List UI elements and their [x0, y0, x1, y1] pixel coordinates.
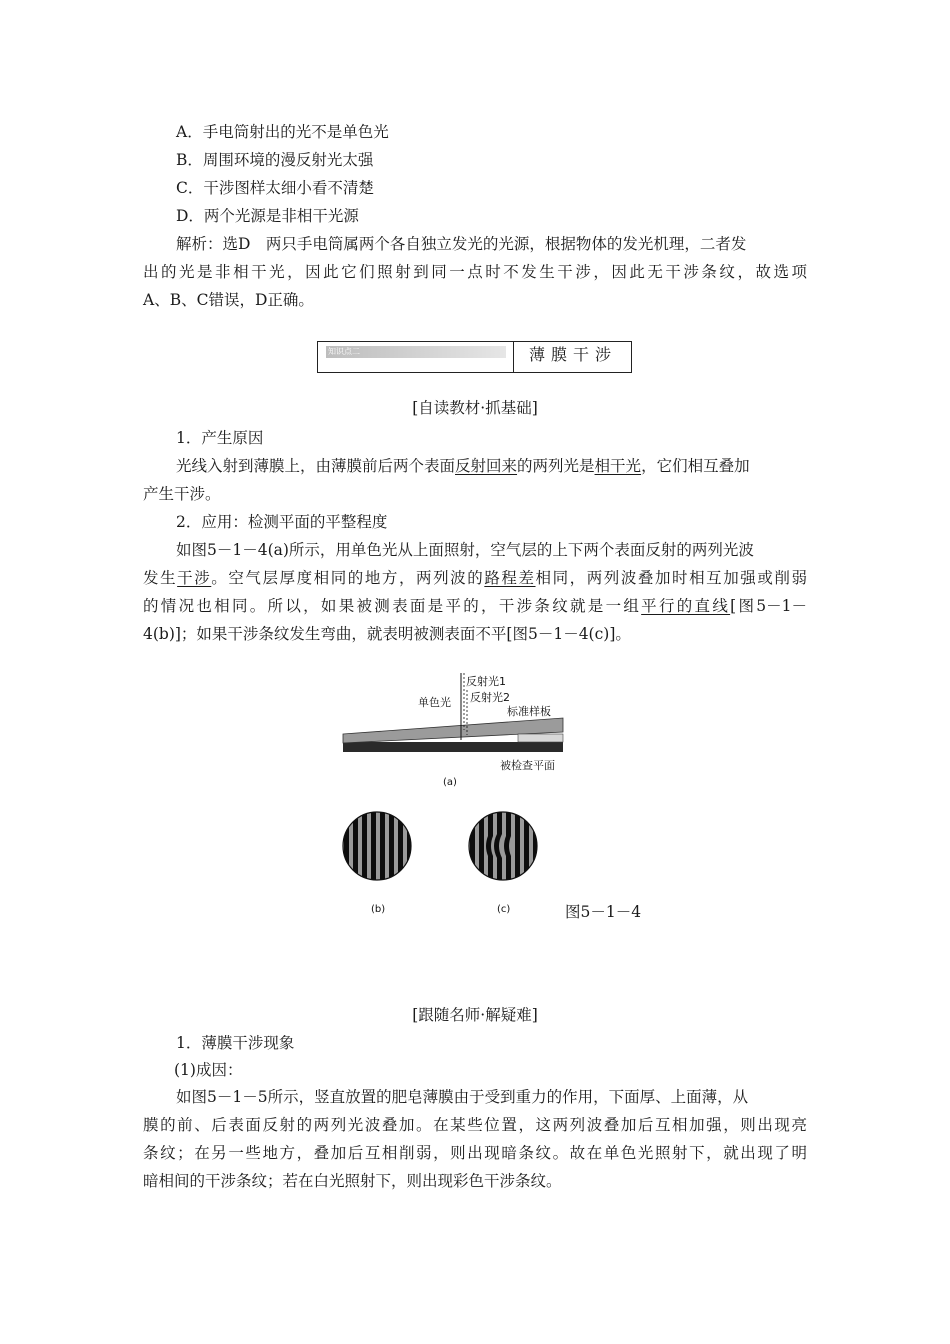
wedge-spacer	[518, 734, 563, 742]
section-header-self-study: [自读教材·抓基础]	[412, 399, 538, 417]
section-2-paragraph-line-3: 条纹；在另一些地方，叠加后互相削弱，则出现暗条纹。故在单色光照射下，就出现了明	[143, 1144, 807, 1162]
section-header-teacher: [跟随名师·解疑难]	[412, 1006, 538, 1024]
analysis-line-2: 出的光是非相干光，因此它们照射到同一点时不发生干涉，因此无干涉条纹，故选项	[143, 263, 807, 281]
label-c: (c)	[497, 904, 511, 915]
section-2-title: 1．薄膜干涉现象	[176, 1034, 295, 1052]
analysis-line-1: 解析：选D 两只手电筒属两个各自独立发光的光源，根据物体的发光机理，二者发	[176, 235, 747, 253]
underline-path-difference: 路程差	[484, 569, 536, 587]
label-reflected-light-2: 反射光2	[470, 691, 510, 704]
item-1-title: 1．产生原因	[176, 429, 264, 447]
section-2-subtitle: (1)成因：	[174, 1061, 243, 1079]
item-2-paragraph-line-4: 4(b)]；如果干涉条纹发生弯曲，就表明被测表面不平[图5－1－4(c)]。	[143, 625, 631, 643]
label-standard-sample: 标准样板	[507, 705, 551, 718]
underline-parallel-lines: 平行的直线	[641, 597, 731, 615]
item-2-title: 2．应用：检测平面的平整程度	[176, 513, 388, 531]
label-b: (b)	[371, 904, 386, 915]
item-1-paragraph-line-1: 光线入射到薄膜上，由薄膜前后两个表面反射回来的两列光是相干光，它们相互叠加	[176, 457, 750, 475]
knowledge-point-tag: 知识点二	[326, 346, 506, 358]
item-2-paragraph-line-1: 如图5－1－4(a)所示，用单色光从上面照射，空气层的上下两个表面反射的两列光波	[176, 541, 754, 559]
underline-interference: 干涉	[177, 569, 212, 587]
analysis-line-3: A、B、C错误，D正确。	[143, 291, 314, 309]
label-reflected-light-1: 反射光1	[466, 675, 506, 688]
section-2-paragraph-line-1: 如图5－1－5所示，竖直放置的肥皂薄膜由于受到重力的作用，下面厚、上面薄，从	[176, 1088, 749, 1106]
underline-coherent-light: 相干光	[594, 457, 642, 475]
option-b: B．周围环境的漫反射光太强	[176, 151, 374, 169]
option-c: C．干涉图样太细小看不清楚	[176, 179, 374, 197]
label-a: (a)	[443, 777, 457, 788]
label-monochromatic-light: 单色光	[418, 696, 451, 709]
knowledge-point-box	[317, 341, 632, 373]
knowledge-point-title: 薄膜干涉	[528, 345, 617, 364]
figure-5-1-4	[330, 668, 660, 926]
option-a: A．手电筒射出的光不是单色光	[176, 123, 389, 141]
underline-reflect-back: 反射回来	[455, 457, 518, 475]
item-2-paragraph-line-3: 的情况也相同。所以，如果被测表面是平的，干涉条纹就是一组平行的直线[图5－1－	[143, 597, 807, 615]
label-inspected-plane: 被检查平面	[500, 759, 555, 772]
fringes-bent	[465, 808, 545, 888]
figure-caption: 图5－1－4	[565, 903, 642, 921]
item-1-paragraph-line-2: 产生干涉。	[143, 485, 221, 503]
section-2-paragraph-line-4: 暗相间的干涉条纹；若在白光照射下，则出现彩色干涉条纹。	[143, 1172, 562, 1190]
option-d: D．两个光源是非相干光源	[176, 207, 359, 225]
fringes-straight	[340, 808, 420, 888]
inspected-plane-block	[343, 742, 563, 752]
item-2-paragraph-line-2: 发生干涉。空气层厚度相同的地方，两列波的路程差相同，两列波叠加时相互加强或削弱	[143, 569, 807, 587]
section-2-paragraph-line-2: 膜的前、后表面反射的两列光波叠加。在某些位置，这两列波叠加后互相加强，则出现亮	[143, 1116, 807, 1134]
